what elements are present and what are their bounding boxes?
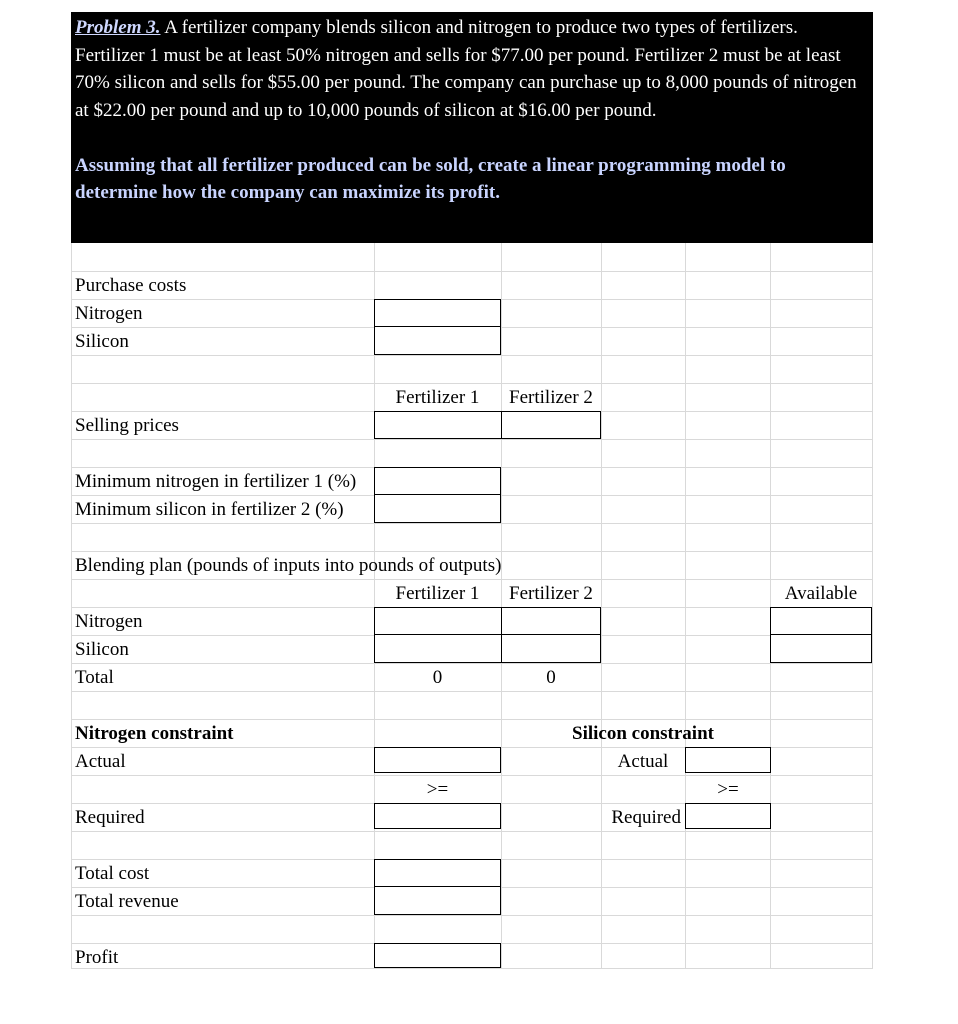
silicon-constraint-title: Silicon constraint — [572, 723, 714, 744]
total-cost-label: Total cost — [75, 863, 150, 884]
blending-plan-input-box[interactable] — [374, 607, 601, 663]
instruction-text: Assuming that all fertilizer produced can be sold, create a linear programming model to determine how the company can maximize its profit. — [75, 154, 786, 203]
selling-prices-label: Selling prices — [75, 415, 179, 436]
profit-label: Profit — [75, 947, 119, 968]
blend-col-header-available: Available — [784, 583, 858, 604]
blending-plan-title: Blending plan (pounds of inputs into pounds of outputs) — [75, 555, 502, 576]
nitrogen-actual-input[interactable] — [374, 747, 501, 773]
col-header-fertilizer-1: Fertilizer 1 — [395, 387, 480, 408]
purchase-nitrogen-label: Nitrogen — [75, 303, 143, 324]
blend-total-fertilizer-2: 0 — [546, 667, 556, 688]
purchase-cost-input-box[interactable] — [374, 299, 501, 355]
silicon-actual-input[interactable] — [685, 747, 771, 773]
silicon-constraint-operator: >= — [717, 779, 739, 800]
problem-header — [71, 12, 873, 243]
blend-col-header-fertilizer-2: Fertilizer 2 — [509, 583, 593, 604]
available-input-box[interactable] — [770, 607, 872, 663]
nitrogen-constraint-title: Nitrogen constraint — [75, 723, 234, 744]
problem-label: Problem 3. — [75, 17, 161, 38]
profit-input-box[interactable] — [374, 943, 501, 968]
blend-total-label: Total — [75, 667, 114, 688]
min-silicon-label: Minimum silicon in fertilizer 2 (%) — [75, 499, 344, 520]
col-header-fertilizer-2: Fertilizer 2 — [509, 387, 593, 408]
silicon-actual-label: Actual — [617, 751, 669, 772]
blend-nitrogen-label: Nitrogen — [75, 611, 143, 632]
min-nitrogen-label: Minimum nitrogen in fertilizer 1 (%) — [75, 471, 357, 492]
totals-input-box[interactable] — [374, 859, 501, 915]
nitrogen-actual-label: Actual — [75, 751, 126, 772]
nitrogen-required-label: Required — [75, 807, 145, 828]
nitrogen-required-input[interactable] — [374, 803, 501, 829]
problem-text: A fertilizer company blends silicon and nitrogen to produce two types of fertilizers. Fertilizer 1 must be at least 50% nitrogen and sells for $77.00 per pound. Fertilizer 2 must be at least 70% silicon and sells for $55.00 per pound. The company can purchase up to 8,000 pounds of nitrogen at $22.00 per pound and up to 10,000 pounds of silicon at $16.00 per pound. — [75, 17, 857, 121]
silicon-required-label: Required — [611, 807, 681, 828]
selling-prices-input-box[interactable] — [374, 411, 601, 439]
blend-silicon-label: Silicon — [75, 639, 129, 660]
problem-statement — [75, 14, 869, 124]
silicon-required-input[interactable] — [685, 803, 771, 829]
total-revenue-label: Total revenue — [75, 891, 179, 912]
purchase-costs-title: Purchase costs — [75, 275, 187, 296]
blend-col-header-fertilizer-1: Fertilizer 1 — [395, 583, 480, 604]
purchase-silicon-label: Silicon — [75, 331, 129, 352]
blend-total-fertilizer-1: 0 — [432, 667, 443, 688]
minimums-input-box[interactable] — [374, 467, 501, 523]
nitrogen-constraint-operator: >= — [426, 779, 449, 800]
